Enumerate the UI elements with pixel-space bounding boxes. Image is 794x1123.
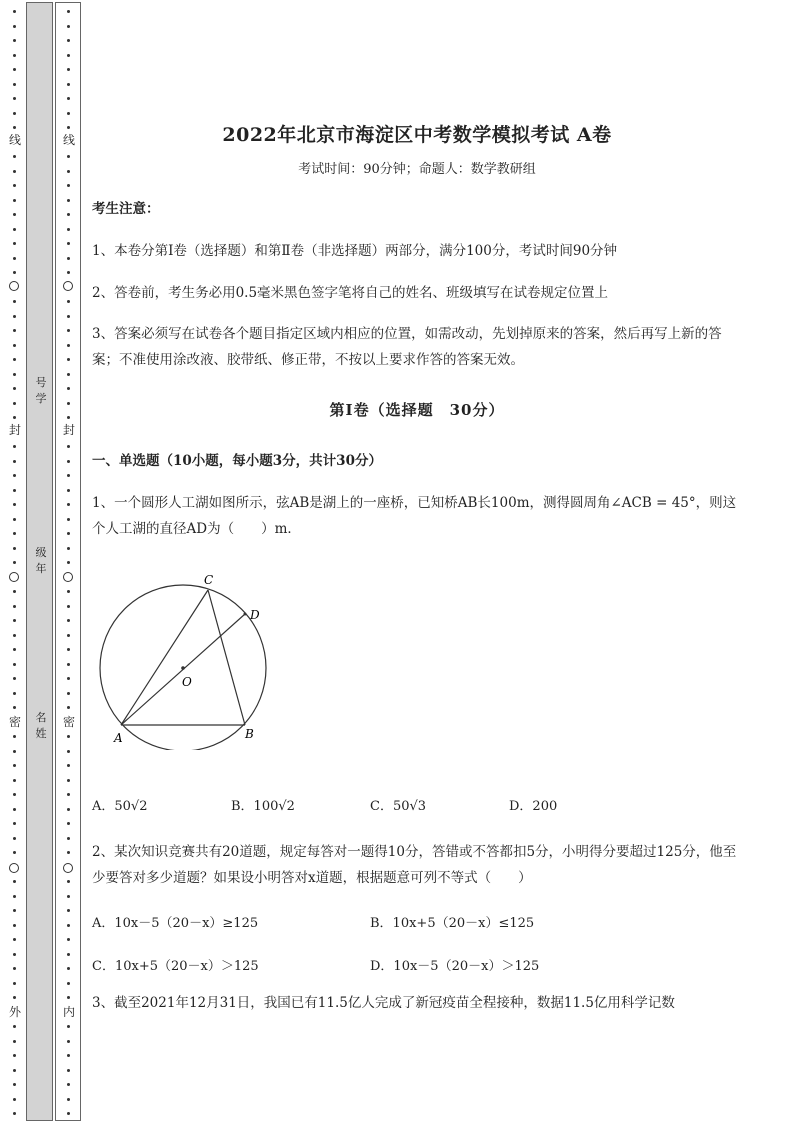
outer-dot — [13, 1025, 16, 1028]
q2-option-c[interactable]: C．10x+5（20－x）＞125 — [92, 959, 259, 974]
outer-dot — [13, 692, 16, 695]
outer-dot — [13, 68, 16, 71]
inner-dot — [67, 445, 70, 448]
inner-dot — [67, 822, 70, 825]
outer-dot — [13, 924, 16, 927]
inner-dot — [67, 924, 70, 927]
outer-dot — [13, 605, 16, 608]
inner-dot — [67, 547, 70, 550]
outer-dot — [13, 126, 16, 129]
outer-dot — [13, 402, 16, 405]
inner-dot — [67, 808, 70, 811]
inner-dot — [67, 54, 70, 57]
center-point — [181, 666, 185, 670]
inner-dot — [67, 663, 70, 666]
outer-dot — [13, 242, 16, 245]
inner-dot — [67, 112, 70, 115]
notice-heading: 考生注意： — [92, 201, 160, 217]
outer-dot — [13, 112, 16, 115]
inner-seal-char: 密 — [62, 715, 75, 729]
inner-dot — [67, 83, 70, 86]
outer-dot — [13, 445, 16, 448]
inner-dot — [67, 271, 70, 274]
inner-dot — [67, 605, 70, 608]
inner-dot — [67, 10, 70, 13]
outer-dot — [13, 779, 16, 782]
inner-dot — [67, 692, 70, 695]
notice-item-3: 3、答案必须写在试卷各个题目指定区域内相应的位置，如需改动，先划掉原来的答案，然后再写上新的答案；不准使用涂改液、胶带纸、修正带，不按以上要求作答的答案无效。 — [92, 326, 722, 368]
outer-ring-mark — [9, 281, 19, 291]
inner-dot — [67, 590, 70, 593]
label-b: B — [245, 727, 254, 741]
q1-option-d[interactable]: D．200 — [509, 799, 558, 814]
inner-dot — [67, 228, 70, 231]
outer-dot — [13, 851, 16, 854]
inner-dot — [67, 706, 70, 709]
inner-dot — [67, 1054, 70, 1057]
outer-dot — [13, 1083, 16, 1086]
outer-dot — [13, 793, 16, 796]
outer-dot — [13, 1112, 16, 1115]
outer-dot — [13, 750, 16, 753]
outer-dot — [13, 54, 16, 57]
outer-dot — [13, 967, 16, 970]
inner-dot — [67, 39, 70, 42]
segment-ac — [121, 590, 208, 725]
label-a: A — [114, 731, 123, 745]
inner-dot — [67, 677, 70, 680]
inner-dot — [67, 199, 70, 202]
inner-dot — [67, 735, 70, 738]
q1-option-c[interactable]: C．50√3 — [370, 799, 427, 814]
outer-dot — [13, 909, 16, 912]
outer-dot — [13, 184, 16, 187]
outer-dot — [13, 547, 16, 550]
outer-dot — [13, 735, 16, 738]
outer-dot — [13, 1098, 16, 1101]
outer-seal-char: 线 — [8, 133, 21, 147]
inner-dot — [67, 837, 70, 840]
outer-dot — [13, 532, 16, 535]
inner-dot — [67, 97, 70, 100]
inner-dot — [67, 155, 70, 158]
inner-dot — [67, 938, 70, 941]
inner-dot — [67, 764, 70, 767]
question-3-stem: 3、截至2021年12月31日，我国已有11.5亿人完成了新冠疫苗全程接种，数据11.5亿用科学记数 — [92, 995, 675, 1011]
inner-ring-mark — [63, 572, 73, 582]
segment-cb — [208, 590, 245, 725]
outer-ring-mark — [9, 863, 19, 873]
outer-seal-char: 密 — [8, 715, 21, 729]
inner-dot — [67, 561, 70, 564]
inner-dot — [67, 1083, 70, 1086]
inner-dot — [67, 170, 70, 173]
inner-seal-line — [58, 0, 80, 1123]
inner-dot — [67, 387, 70, 390]
notice-item-2: 2、答卷前，考生务必用0.5毫米黑色签字笔将自己的姓名、班级填写在试卷规定位置上 — [92, 285, 609, 301]
inner-dot — [67, 895, 70, 898]
outer-dot — [13, 170, 16, 173]
inner-dot — [67, 634, 70, 637]
outer-dot — [13, 25, 16, 28]
outer-dot — [13, 1040, 16, 1043]
outer-dot — [13, 503, 16, 506]
inner-dot — [67, 967, 70, 970]
outer-dot — [13, 257, 16, 260]
inner-dot — [67, 25, 70, 28]
outer-dot — [13, 97, 16, 100]
question-2-stem: 2、某次知识竞赛共有20道题，规定每答对一题得10分，答错或不答都扣5分，小明得分要超过125分，他至少要答对多少道题？如果设小明答对x道题，根据题意可列不等式（ ） — [92, 844, 737, 886]
outer-dot — [13, 474, 16, 477]
point-d — [244, 613, 247, 616]
inner-dot — [67, 953, 70, 956]
inner-dot — [67, 851, 70, 854]
question-1-stem: 1、一个圆形人工湖如图所示，弦AB是湖上的一座桥，已知桥AB长100m，测得圆周角∠ACB = 45°，则这个人工湖的直径AD为（ ）m． — [92, 495, 737, 537]
inner-dot — [67, 982, 70, 985]
outer-dot — [13, 837, 16, 840]
inner-seal-char: 内 — [62, 1005, 75, 1019]
outer-dot — [13, 1054, 16, 1057]
outer-dot — [13, 213, 16, 216]
inner-dot — [67, 1025, 70, 1028]
inner-dot — [67, 1040, 70, 1043]
inner-dot — [67, 1069, 70, 1072]
inner-dot — [67, 373, 70, 376]
inner-dot — [67, 474, 70, 477]
outer-dot — [13, 489, 16, 492]
outer-dot — [13, 344, 16, 347]
inner-dot — [67, 909, 70, 912]
inner-dot — [67, 184, 70, 187]
outer-dot — [13, 706, 16, 709]
outer-dot — [13, 300, 16, 303]
inner-dot — [67, 344, 70, 347]
inner-dot — [67, 213, 70, 216]
outer-seal-char: 封 — [8, 423, 21, 437]
outer-dot — [13, 10, 16, 13]
outer-dot — [13, 938, 16, 941]
notice-item-1: 1、本卷分第I卷（选择题）和第Ⅱ卷（非选择题）两部分，满分100分，考试时间90分钟 — [92, 243, 618, 259]
q2-option-a[interactable]: A．10x－5（20－x）≥125 — [92, 916, 259, 931]
outer-dot — [13, 648, 16, 651]
outer-dot — [13, 822, 16, 825]
outer-dot — [13, 619, 16, 622]
inner-seal-char: 线 — [62, 133, 75, 147]
q1-option-b[interactable]: B．100√2 — [231, 799, 295, 814]
inner-dot — [67, 329, 70, 332]
outer-dot — [13, 895, 16, 898]
outer-seal-char: 外 — [8, 1005, 21, 1019]
outer-dot — [13, 880, 16, 883]
inner-dot — [67, 126, 70, 129]
q1-option-a[interactable]: A．50√2 — [92, 799, 148, 814]
inner-dot — [67, 532, 70, 535]
outer-dot — [13, 199, 16, 202]
q2-option-b[interactable]: B．10x+5（20－x）≤125 — [370, 916, 535, 931]
circle-figure — [92, 570, 292, 750]
outer-dot — [13, 416, 16, 419]
inner-dot — [67, 68, 70, 71]
outer-dot — [13, 590, 16, 593]
inner-dot — [67, 489, 70, 492]
inner-dot — [67, 648, 70, 651]
grade-label: 级年 — [35, 546, 47, 575]
outer-dot — [13, 83, 16, 86]
outer-dot — [13, 329, 16, 332]
inner-dot — [67, 1098, 70, 1101]
inner-dot — [67, 300, 70, 303]
q2-option-d[interactable]: D．10x－5（20－x）＞125 — [370, 959, 540, 974]
inner-dot — [67, 315, 70, 318]
inner-dot — [67, 257, 70, 260]
outer-dot — [13, 460, 16, 463]
inner-dot — [67, 518, 70, 521]
inner-dot — [67, 1112, 70, 1115]
outer-dot — [13, 315, 16, 318]
outer-seal-line — [4, 0, 26, 1123]
outer-dot — [13, 808, 16, 811]
inner-dot — [67, 503, 70, 506]
outer-dot — [13, 953, 16, 956]
outer-dot — [13, 155, 16, 158]
page-title: 2022年北京市海淀区中考数学模拟考试 A卷 — [222, 124, 612, 146]
part-heading: 一、单选题（10小题，每小题3分，共计30分） — [92, 453, 382, 469]
outer-dot — [13, 271, 16, 274]
page-subtitle: 考试时间：90分钟；命题人：数学教研组 — [298, 162, 536, 177]
label-d: D — [250, 608, 260, 622]
outer-ring-mark — [9, 572, 19, 582]
outer-dot — [13, 996, 16, 999]
outer-dot — [13, 634, 16, 637]
outer-dot — [13, 373, 16, 376]
inner-dot — [67, 402, 70, 405]
inner-dot — [67, 416, 70, 419]
inner-dot — [67, 242, 70, 245]
outer-dot — [13, 764, 16, 767]
inner-dot — [67, 358, 70, 361]
name-label: 名姓 — [35, 711, 47, 740]
label-c: C — [204, 573, 214, 587]
inner-dot — [67, 460, 70, 463]
outer-dot — [13, 518, 16, 521]
inner-dot — [67, 996, 70, 999]
outer-dot — [13, 39, 16, 42]
student-number-label: 号学 — [35, 376, 47, 405]
outer-dot — [13, 561, 16, 564]
outer-dot — [13, 982, 16, 985]
label-o: O — [182, 675, 192, 689]
section-title: 第I卷（选择题 30分） — [329, 401, 505, 419]
outer-dot — [13, 387, 16, 390]
inner-dot — [67, 750, 70, 753]
outer-dot — [13, 358, 16, 361]
outer-dot — [13, 1069, 16, 1072]
inner-seal-char: 封 — [62, 423, 75, 437]
inner-ring-mark — [63, 863, 73, 873]
inner-dot — [67, 880, 70, 883]
outer-dot — [13, 677, 16, 680]
outer-dot — [13, 663, 16, 666]
inner-dot — [67, 793, 70, 796]
inner-dot — [67, 779, 70, 782]
outer-dot — [13, 228, 16, 231]
inner-dot — [67, 619, 70, 622]
inner-ring-mark — [63, 281, 73, 291]
